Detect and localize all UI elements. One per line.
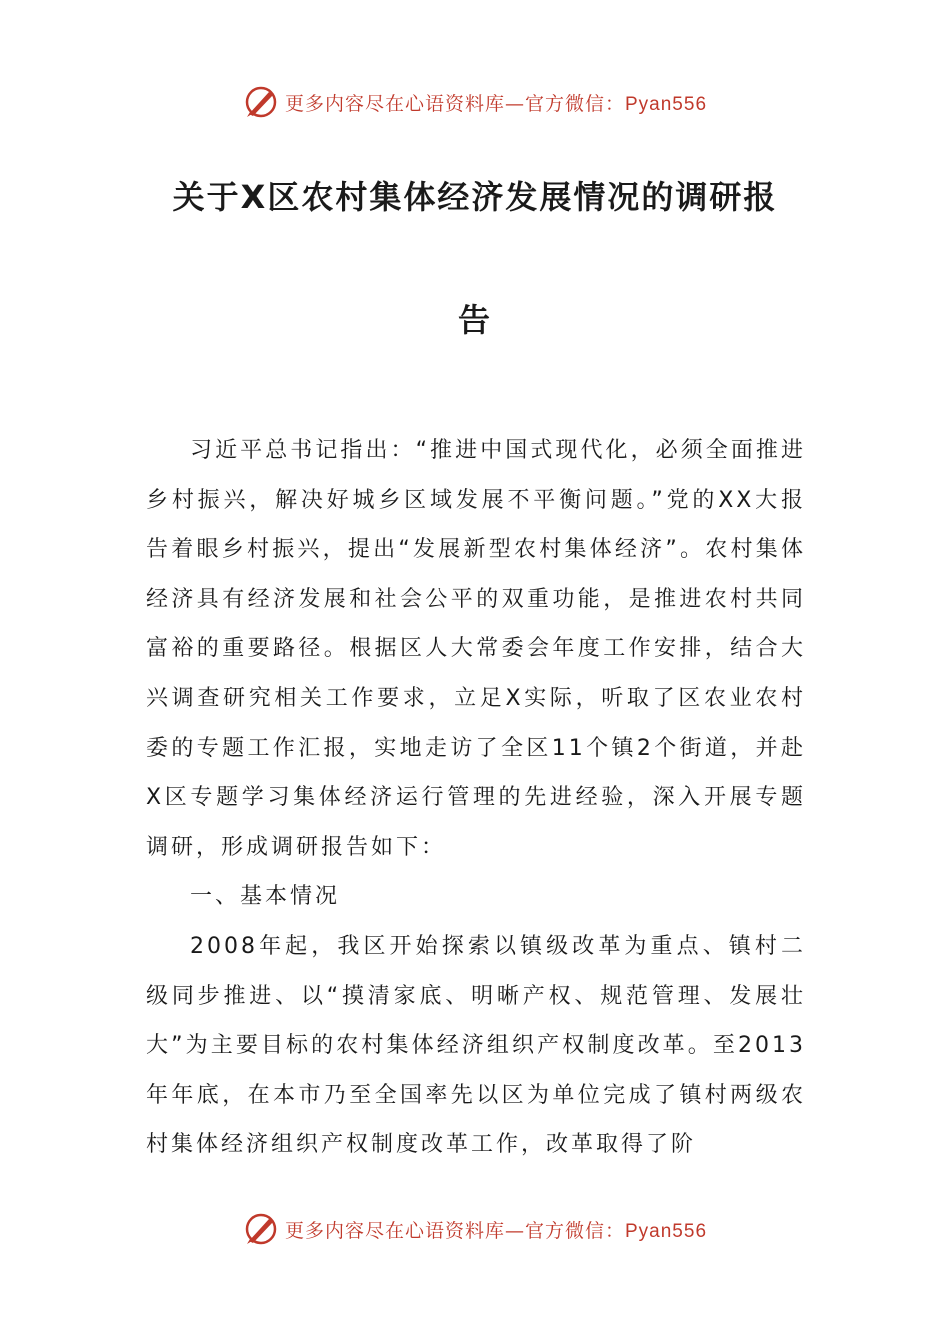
document-body [146,426,806,1170]
watermark-handle: Pyan556 [625,93,708,115]
watermark-banner-top [0,80,950,124]
watermark-handle: Pyan556 [625,1220,708,1242]
watermark-banner-bottom [0,1207,950,1251]
paragraph-basic-situation: 2008年起，我区开始探索以镇级改革为重点、镇村二级同步推进、以“摸清家底、明晰产权、规范管理、发展壮大”为主要目标的农村集体经济组织产权制度改革。至2013年年底，在本市乃至全国率先以区为单位完成了镇村两级农村集体经济组织产权制度改革工作，改革取得了阶 [146,933,806,1158]
document-title-line-1: 关于X区农村集体经济发展情况的调研报 [172,178,778,216]
section-heading-basic-situation: 一、基本情况 [190,884,341,910]
watermark-text: 更多内容尽在心语资料库—官方微信：Pyan556 [284,92,708,115]
paragraph-intro: 习近平总书记指出：“推进中国式现代化，必须全面推进乡村振兴，解决好城乡区域发展不平衡问题。”党的XX大报告着眼乡村振兴，提出“发展新型农村集体经济”。农村集体经济具有经济发展和社会公平的双重功能，是推进农村共同富裕的重要路径。根据区人大常委会年度工作安排，结合大兴调查研究相关工作要求，立足X实际，听取了区农业农村委的专题工作汇报，实地走访了全区11个镇2个街道，并赴X区专题学习集体经济运行管理的先进经验，深入开展专题调研，形成调研报告如下： [146,438,806,860]
pen-logo-icon [243,84,279,120]
document-title-line-2: 告 [457,301,492,339]
watermark-text: 更多内容尽在心语资料库—官方微信：Pyan556 [284,1219,708,1242]
pen-logo-icon [243,1211,279,1247]
